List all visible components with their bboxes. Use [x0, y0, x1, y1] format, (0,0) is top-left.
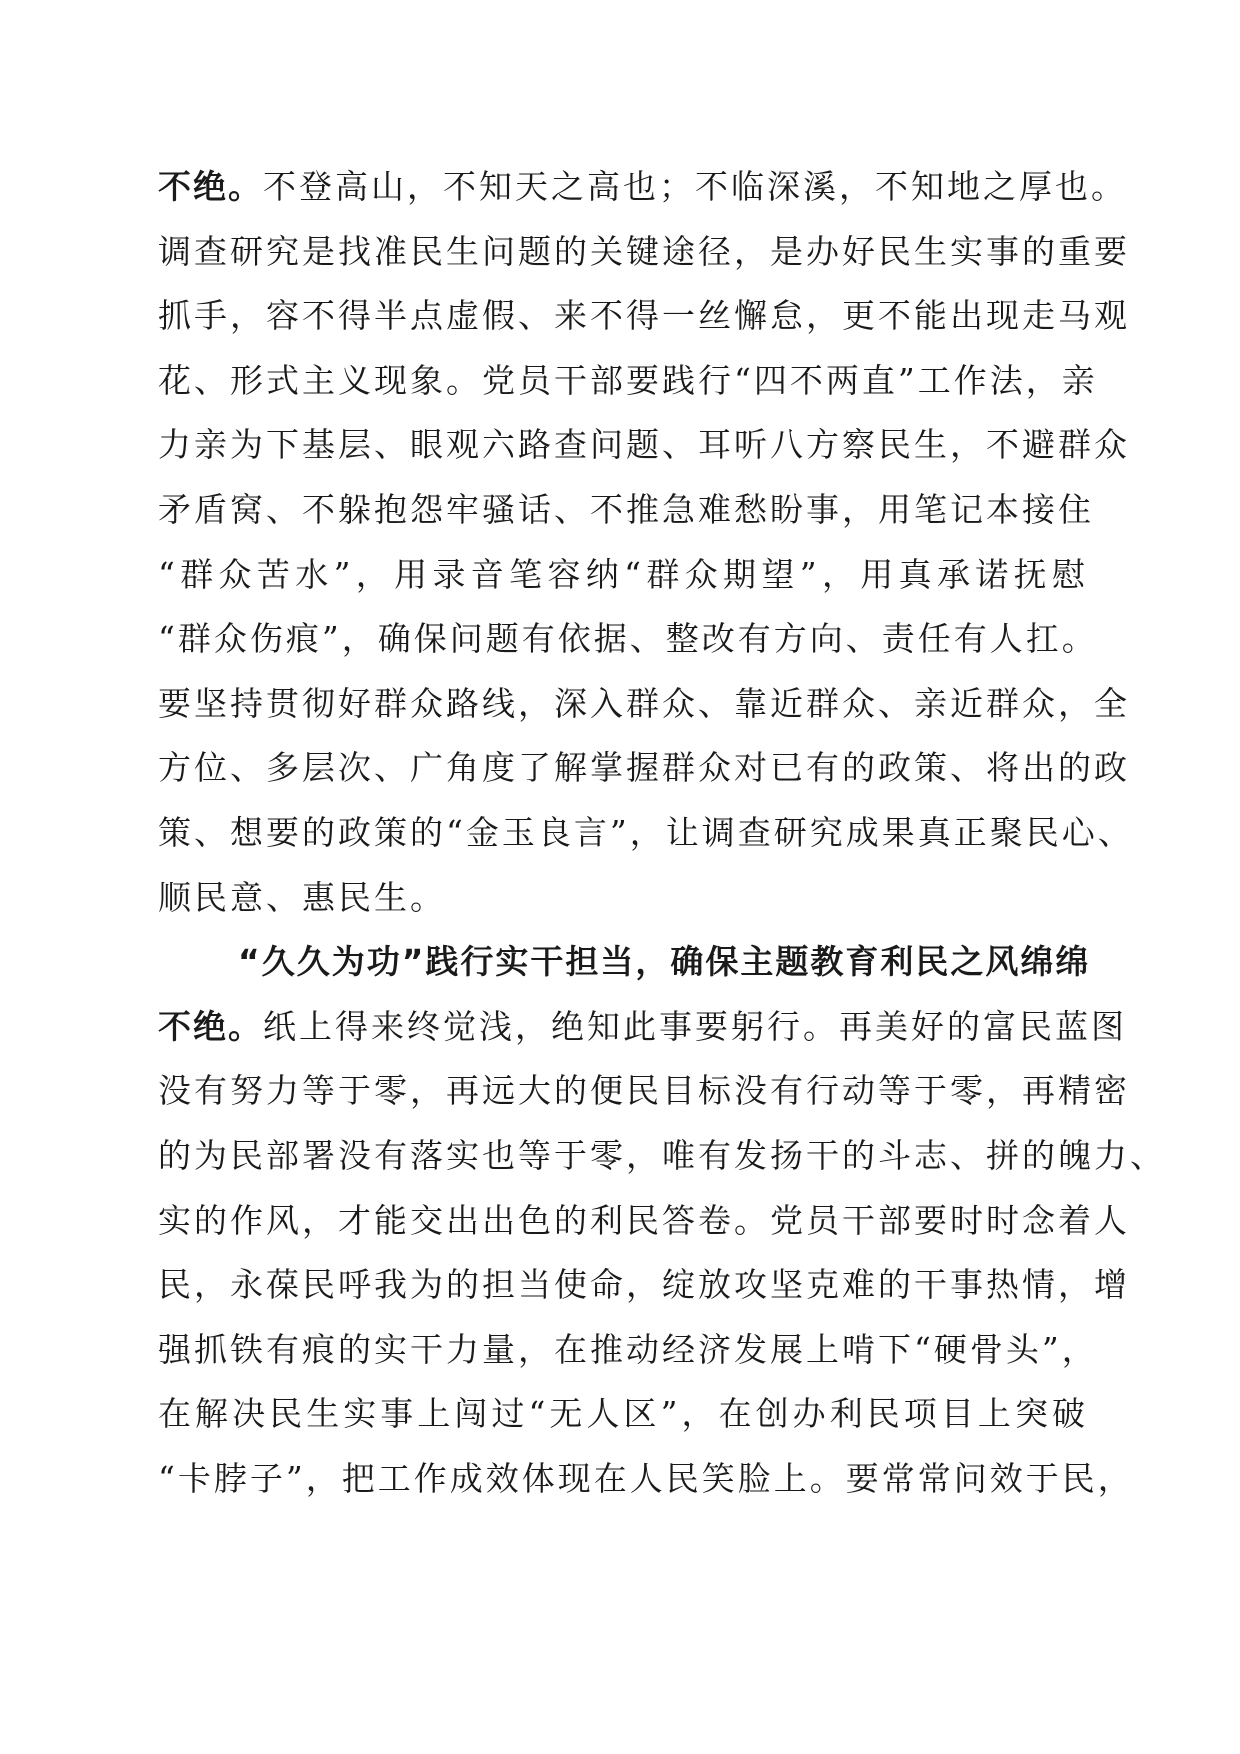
paragraph-1-line: “群众苦水”，用录音笔容纳“群众期望”，用真承诺抚慰 [158, 554, 1088, 594]
paragraph-1-line: 要坚持贯彻好群众路线，深入群众、靠近群众、亲近群众，全 [158, 683, 1130, 723]
paragraph-1-last-line: 顺民意、惠民生。 [158, 877, 446, 917]
paragraph-1-line: 抓手，容不得半点虚假、来不得一丝懈怠，更不能出现走马观 [158, 296, 1130, 336]
paragraph-1-lead-bold: 不绝。 [158, 167, 263, 206]
paragraph-1-line: 策、想要的政策的“金玉良言”，让调查研究成果真正聚民心、 [158, 812, 1134, 852]
paragraph-2-heading: “久久为功”践行实干担当，确保主题教育利民之风绵绵 [238, 942, 1091, 982]
paragraph-2-line: 的为民部署没有落实也等于零，唯有发扬干的斗志、拼的魄力、 [158, 1135, 1166, 1175]
paragraph-1-line: 调查研究是找准民生问题的关键途径，是办好民生实事的重要 [158, 231, 1130, 271]
paragraph-2-line: 没有努力等于零，再远大的便民目标没有行动等于零，再精密 [158, 1071, 1130, 1111]
paragraph-2-heading-end: 不绝。 [158, 1006, 263, 1046]
paragraph-2-line: 在解决民生实事上闯过“无人区”，在创办利民项目上突破 [158, 1394, 1088, 1434]
paragraph-1-line: 方位、多层次、广角度了解掌握群众对已有的政策、将出的政 [158, 748, 1130, 788]
paragraph-1-line: “群众伤痕”，确保问题有依据、整改有方向、责任有人扛。 [158, 619, 1098, 659]
paragraph-1-line: 矛盾窝、不躲抱怨牢骚话、不推急难愁盼事，用笔记本接住 [158, 489, 1094, 529]
paragraph-2-line: 强抓铁有痕的实干力量，在推动经济发展上啃下“硬骨头”， [158, 1329, 1098, 1369]
paragraph-1-line: 花、形式主义现象。党员干部要践行“四不两直”工作法，亲 [158, 360, 1098, 400]
paragraph-2-line: 实的作风，才能交出出色的利民答卷。党员干部要时时念着人 [158, 1200, 1130, 1240]
paragraph-2-line-2 [158, 995, 1127, 1060]
paragraph-2-line-2-text: 纸上得来终觉浅，绝知此事要躬行。再美好的富民蓝图 [263, 1006, 1127, 1046]
paragraph-2-line: 民，永葆民呼我为的担当使命，绽放攻坚克难的干事热情，增 [158, 1265, 1130, 1305]
paragraph-2-line: “卡脖子”，把工作成效体现在人民笑脸上。要常常问效于民， [158, 1458, 1134, 1498]
body-text [158, 155, 1166, 1511]
paragraph-1-line-1 [158, 155, 1127, 220]
paragraph-1-line-1-text: 不登高山，不知天之高也；不临深溪，不知地之厚也。 [263, 167, 1127, 206]
paragraph-1-line: 力亲为下基层、眼观六路查问题、耳听八方察民生，不避群众 [158, 425, 1130, 465]
